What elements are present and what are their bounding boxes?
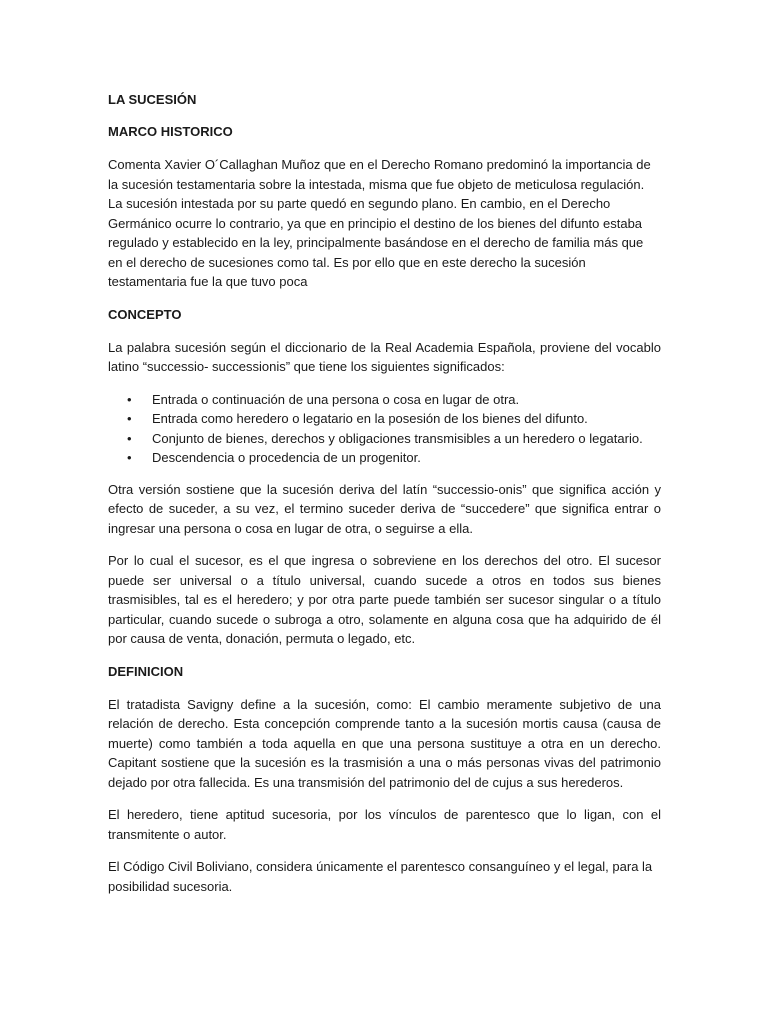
document-title: LA SUCESIÓN [108, 92, 197, 107]
list-item-text: Conjunto de bienes, derechos y obligaciones transmisibles a un heredero o legatario. [152, 430, 643, 446]
paragraph-concepto-intro: La palabra sucesión según el diccionario de la Real Academia Española, proviene del vocablo latino “successio- successionis” que tiene los siguientes significados: [108, 339, 661, 374]
bullet-icon: • [127, 430, 132, 446]
paragraph-definicion-savigny: El tratadista Savigny define a la sucesión, como: El cambio meramente subjetivo de una relación de derecho. Esta concepción comprende tanto a la sucesión mortis causa (causa de muerte) como también a toda aquella en que una persona sustituye a otra en un derecho. Capitant sostiene que la sucesión es la trasmisión a una o más personas vivas del patrimonio dejado por otra fallecida. Es una transmisión del patrimonio del de cujus a sus herederos. [108, 696, 661, 790]
document-page [108, 90, 661, 909]
bullet-icon: • [127, 450, 132, 465]
list-item [108, 448, 661, 468]
list-item-text: Descendencia o procedencia de un progenitor. [152, 450, 421, 465]
list-item [108, 429, 661, 449]
section-heading-marco-historico: MARCO HISTORICO [108, 124, 233, 139]
paragraph-marco-historico: Comenta Xavier O´Callaghan Muñoz que en el Derecho Romano predominó la importancia de la sucesión testamentaria sobre la intestada, misma que fue objeto de meticulosa regulación. La sucesión intestada por su parte quedó en segundo plano. En cambio, en el Derecho Germánico ocurre lo contrario, ya que en principio el destino de los bienes del difunto estaba regulado y establecido en la ley, principalmente basándose en el derecho de familia más que en el derecho de sucesiones como tal. Es por ello que en este derecho la sucesión testamentaria fue la que tuvo poca [108, 157, 651, 289]
section-heading-definicion: DEFINICION [108, 663, 184, 679]
paragraph-concepto-origen: Otra versión sostiene que la sucesión deriva del latín “successio-onis” que significa acción y efecto de suceder, a su vez, el termino suceder deriva de “succedere” que significa entrar o ingresar una persona o cosa en lugar de otra, o seguirse a ella. [108, 481, 661, 536]
bullet-list-significados [108, 390, 661, 468]
bullet-icon: • [127, 411, 132, 426]
paragraph-definicion-codigo-civil: El Código Civil Boliviano, considera únicamente el parentesco consanguíneo y el legal, para la posibilidad sucesoria. [108, 859, 653, 894]
list-item-text: Entrada como heredero o legatario en la posesión de los bienes del difunto. [152, 411, 588, 426]
paragraph-concepto-sucesor: Por lo cual el sucesor, es el que ingresa o sobreviene en los derechos del otro. El sucesor puede ser universal o a título universal, cuando sucede a otros en todos sus bienes trasmisibles, tal es el heredero; y por otra parte puede también ser sucesor singular o a título particular, cuando sucede o subroga a otro, solamente en alguna cosa que ha adquirido de él por causa de venta, donación, permuta o legado, etc. [108, 553, 661, 646]
list-item [108, 390, 661, 410]
bullet-icon: • [127, 391, 132, 407]
list-item-text: Entrada o continuación de una persona o cosa en lugar de otra. [152, 391, 520, 407]
section-heading-concepto: CONCEPTO [108, 306, 182, 322]
list-item [108, 409, 661, 429]
paragraph-definicion-heredero: El heredero, tiene aptitud sucesoria, por los vínculos de parentesco que lo ligan, con el transmitente o autor. [108, 807, 661, 842]
